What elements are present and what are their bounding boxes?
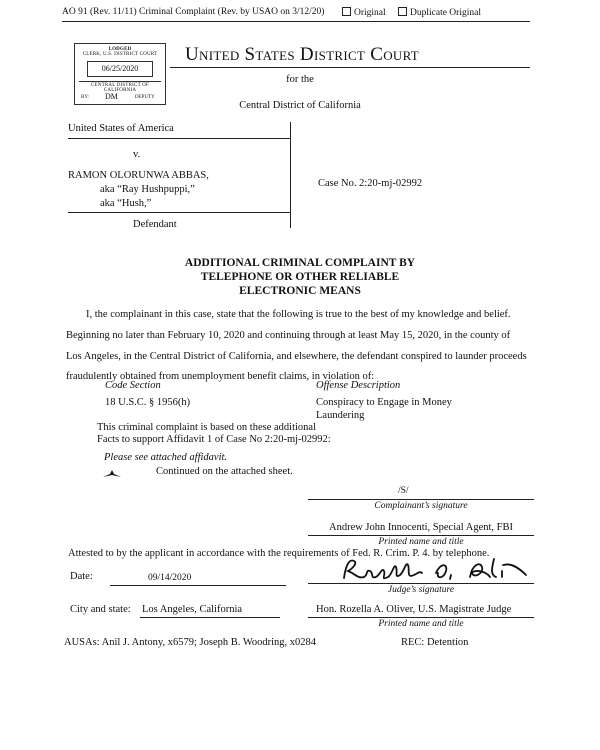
stamp-initials: DM	[105, 92, 118, 101]
duplicate-label: Duplicate Original	[410, 8, 481, 18]
caption-divider	[290, 122, 291, 228]
district-name: Central District of California	[239, 100, 361, 111]
rec-text: REC: Detention	[401, 637, 469, 648]
basis-line-2: Facts to support Affidavit 1 of Case No 2:20-mj-02992:	[97, 434, 331, 445]
court-title: United States District Court	[185, 44, 419, 65]
duplicate-checkbox[interactable]	[398, 7, 407, 16]
date-value: 09/14/2020	[148, 573, 192, 583]
defendant-label: Defendant	[133, 219, 177, 230]
header-rule	[62, 21, 530, 22]
attestation-text: Attested to by the applicant in accordance with the requirements of Fed. R. Crim. P. 4. by telephone.	[68, 548, 490, 559]
basis-line-1: This criminal complaint is based on these additional	[97, 422, 316, 433]
complainant-name: Andrew John Innocenti, Special Agent, FBI	[328, 522, 513, 533]
judge-signature-rule	[308, 583, 534, 584]
body-line-2: Beginning no later than February 10, 2020 and continuing through at least May 15, 2020, in the county of	[66, 330, 511, 341]
check-mark-icon	[102, 466, 122, 484]
body-line-1: I, the complainant in this case, state that the following is true to the best of my knowledge and belief.	[86, 309, 511, 320]
for-the-text: for the	[286, 74, 314, 85]
stamp-date: 06/25/2020	[87, 61, 153, 77]
defendant-aka-2: aka “Hush,”	[100, 198, 152, 209]
complainant-name-rule	[308, 535, 534, 536]
ausas-text: AUSAs: Anil J. Antony, x6579; Joseph B. Woodring, x0284	[64, 637, 317, 648]
see-attached-affidavit: Please see attached affidavit.	[104, 452, 228, 463]
judge-name: Hon. Rozella A. Oliver, U.S. Magistrate Judge	[316, 604, 512, 615]
complainant-s-signature: /S/	[398, 486, 409, 496]
defendant-aka-1: aka “Ray Hushpuppi,”	[100, 184, 195, 195]
lodged-stamp	[74, 43, 166, 105]
offense-line-2: Laundering	[316, 410, 365, 421]
defendant-name: RAMON OLORUNWA ABBAS,	[68, 170, 209, 181]
stamp-deputy: DEPUTY	[135, 95, 155, 100]
complaint-heading	[120, 256, 480, 298]
city-state-rule	[140, 617, 280, 618]
complainant-signature-label: Complainant’s signature	[374, 501, 468, 511]
duplicate-option[interactable]	[398, 7, 481, 18]
offense-description-header: Offense Description	[316, 380, 401, 391]
plaintiff-rule	[68, 138, 290, 139]
plaintiff-name: United States of America	[68, 123, 174, 134]
judge-printed-label: Printed name and title	[378, 619, 464, 629]
body-line-4: fraudulently obtained from unemployment benefit claims, in violation of:	[66, 371, 375, 382]
stamp-subtitle: CLERK, U.S. DISTRICT COURT	[82, 52, 158, 57]
date-label: Date:	[70, 571, 93, 582]
case-number: Case No. 2:20-mj-02992	[318, 178, 423, 189]
code-section-value: 18 U.S.C. § 1956(h)	[105, 397, 191, 408]
code-section-header: Code Section	[105, 380, 161, 391]
date-rule	[110, 585, 286, 586]
stamp-title: LODGED	[108, 47, 132, 52]
original-checkbox[interactable]	[342, 7, 351, 16]
court-title-rule	[170, 67, 530, 68]
stamp-by-row	[75, 93, 165, 102]
complainant-signature-rule	[308, 499, 534, 500]
judge-signature-label: Judge’s signature	[387, 585, 455, 595]
original-label: Original	[354, 8, 386, 18]
form-identifier: AO 91 (Rev. 11/11) Criminal Complaint (Rev. by USAO on 3/12/20)	[62, 7, 325, 17]
offense-line-1: Conspiracy to Engage in Money	[316, 397, 452, 408]
complainant-printed-label: Printed name and title	[378, 537, 464, 547]
continued-text: Continued on the attached sheet.	[156, 466, 293, 477]
heading-line-1: ADDITIONAL CRIMINAL COMPLAINT BY	[184, 257, 416, 269]
heading-line-3: ELECTRONIC MEANS	[239, 285, 361, 297]
defendant-rule	[68, 212, 290, 213]
versus-text: v.	[133, 149, 141, 160]
heading-line-2: TELEPHONE OR OTHER RELIABLE	[200, 271, 400, 283]
judge-name-rule	[308, 617, 534, 618]
body-line-3: Los Angeles, in the Central District of California, and elsewhere, the defendant conspired to launder proceeds	[66, 351, 527, 362]
city-state-label: City and state:	[70, 604, 131, 615]
original-option[interactable]	[342, 7, 386, 18]
city-state-value: Los Angeles, California	[142, 604, 243, 615]
stamp-divider	[79, 81, 161, 82]
stamp-by-label: BY:	[81, 95, 89, 100]
stamp-district: CENTRAL DISTRICT OF CALIFORNIA	[91, 83, 149, 93]
